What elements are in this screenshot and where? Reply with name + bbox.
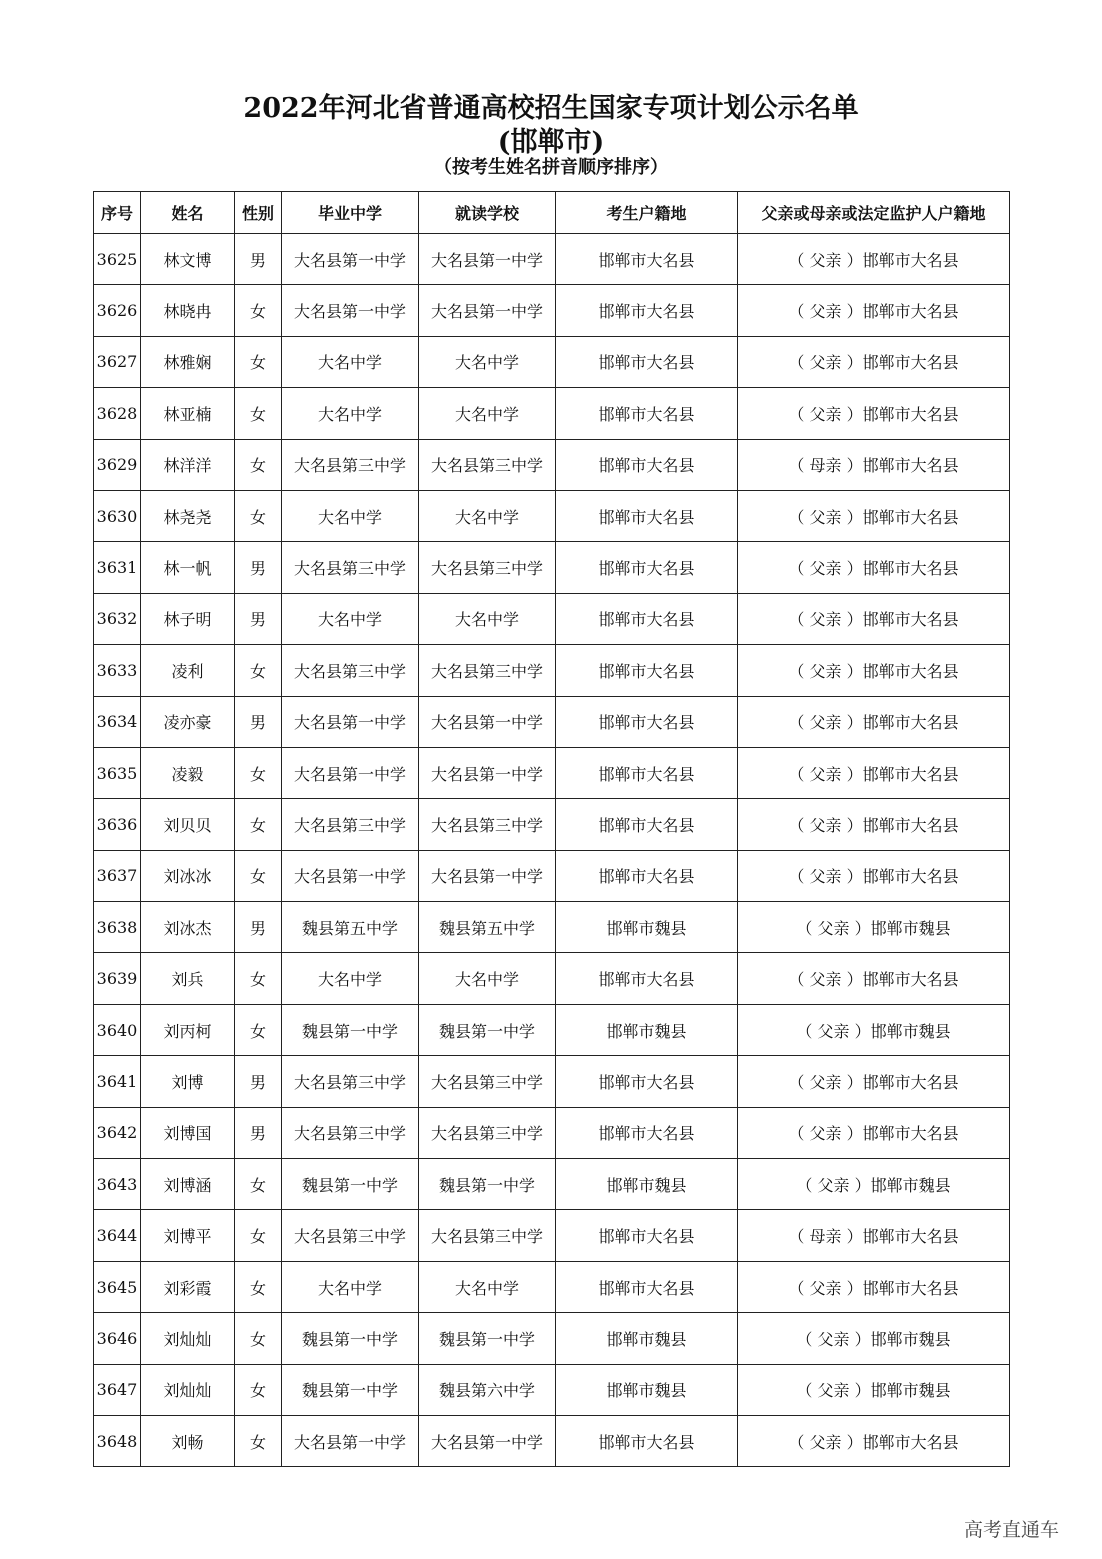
cell-current-school: 大名县第一中学 <box>419 850 556 901</box>
table-row <box>94 1313 1010 1364</box>
cell-graduated-school: 大名县第三中学 <box>282 1107 419 1158</box>
table-row <box>94 645 1010 696</box>
cell-seq: 3630 <box>94 490 141 541</box>
cell-graduated-school: 大名县第一中学 <box>282 747 419 798</box>
cell-seq: 3638 <box>94 902 141 953</box>
header-gender: 性别 <box>235 192 282 234</box>
cell-student-hukou: 邯郸市大名县 <box>556 234 738 285</box>
cell-gender: 男 <box>235 1056 282 1107</box>
table-row <box>94 902 1010 953</box>
cell-gender: 女 <box>235 645 282 696</box>
cell-current-school: 魏县第一中学 <box>419 1159 556 1210</box>
cell-guardian-hukou: （ 父亲 ）邯郸市大名县 <box>738 799 1010 850</box>
cell-current-school: 大名中学 <box>419 490 556 541</box>
cell-name: 凌亦豪 <box>141 696 235 747</box>
cell-current-school: 大名县第三中学 <box>419 799 556 850</box>
table-row <box>94 285 1010 336</box>
cell-student-hukou: 邯郸市大名县 <box>556 336 738 387</box>
table-row <box>94 799 1010 850</box>
header-graduated-school: 毕业中学 <box>282 192 419 234</box>
cell-seq: 3645 <box>94 1261 141 1312</box>
cell-graduated-school: 大名中学 <box>282 1261 419 1312</box>
cell-graduated-school: 大名县第三中学 <box>282 1056 419 1107</box>
cell-seq: 3628 <box>94 388 141 439</box>
cell-name: 刘贝贝 <box>141 799 235 850</box>
cell-current-school: 大名县第一中学 <box>419 1415 556 1466</box>
cell-seq: 3625 <box>94 234 141 285</box>
table-row <box>94 593 1010 644</box>
cell-seq: 3641 <box>94 1056 141 1107</box>
cell-student-hukou: 邯郸市大名县 <box>556 1210 738 1261</box>
cell-name: 刘博国 <box>141 1107 235 1158</box>
cell-seq: 3629 <box>94 439 141 490</box>
cell-graduated-school: 大名中学 <box>282 953 419 1004</box>
cell-student-hukou: 邯郸市大名县 <box>556 593 738 644</box>
cell-gender: 男 <box>235 1107 282 1158</box>
cell-gender: 女 <box>235 336 282 387</box>
cell-student-hukou: 邯郸市大名县 <box>556 388 738 439</box>
cell-guardian-hukou: （ 父亲 ）邯郸市大名县 <box>738 953 1010 1004</box>
cell-guardian-hukou: （ 父亲 ）邯郸市魏县 <box>738 1313 1010 1364</box>
cell-student-hukou: 邯郸市大名县 <box>556 645 738 696</box>
cell-student-hukou: 邯郸市大名县 <box>556 490 738 541</box>
cell-gender: 女 <box>235 1004 282 1055</box>
cell-guardian-hukou: （ 母亲 ）邯郸市大名县 <box>738 439 1010 490</box>
header-student-hukou: 考生户籍地 <box>556 192 738 234</box>
cell-graduated-school: 大名中学 <box>282 336 419 387</box>
cell-current-school: 大名县第一中学 <box>419 285 556 336</box>
cell-graduated-school: 魏县第一中学 <box>282 1313 419 1364</box>
cell-gender: 男 <box>235 542 282 593</box>
cell-gender: 女 <box>235 799 282 850</box>
cell-name: 刘博平 <box>141 1210 235 1261</box>
cell-current-school: 大名中学 <box>419 953 556 1004</box>
cell-guardian-hukou: （ 父亲 ）邯郸市大名县 <box>738 285 1010 336</box>
cell-gender: 男 <box>235 696 282 747</box>
cell-name: 刘博涵 <box>141 1159 235 1210</box>
cell-student-hukou: 邯郸市大名县 <box>556 953 738 1004</box>
table-row <box>94 747 1010 798</box>
cell-graduated-school: 大名县第三中学 <box>282 799 419 850</box>
cell-name: 林一帆 <box>141 542 235 593</box>
cell-graduated-school: 魏县第一中学 <box>282 1004 419 1055</box>
cell-name: 林亚楠 <box>141 388 235 439</box>
cell-guardian-hukou: （ 父亲 ）邯郸市大名县 <box>738 747 1010 798</box>
watermark: 高考直通车 <box>964 1519 1060 1541</box>
cell-graduated-school: 大名县第三中学 <box>282 439 419 490</box>
cell-name: 刘博 <box>141 1056 235 1107</box>
cell-student-hukou: 邯郸市大名县 <box>556 696 738 747</box>
roster-table <box>93 191 1010 1467</box>
cell-guardian-hukou: （ 父亲 ）邯郸市大名县 <box>738 336 1010 387</box>
table-header-row <box>94 192 1010 234</box>
cell-gender: 女 <box>235 850 282 901</box>
cell-name: 林子明 <box>141 593 235 644</box>
cell-graduated-school: 大名中学 <box>282 388 419 439</box>
cell-seq: 3635 <box>94 747 141 798</box>
cell-student-hukou: 邯郸市大名县 <box>556 285 738 336</box>
cell-gender: 女 <box>235 953 282 1004</box>
table-row <box>94 953 1010 1004</box>
cell-seq: 3646 <box>94 1313 141 1364</box>
cell-seq: 3627 <box>94 336 141 387</box>
table-row <box>94 696 1010 747</box>
header-guardian-hukou: 父亲或母亲或法定监护人户籍地 <box>738 192 1010 234</box>
cell-seq: 3626 <box>94 285 141 336</box>
cell-seq: 3632 <box>94 593 141 644</box>
cell-gender: 女 <box>235 1261 282 1312</box>
cell-student-hukou: 邯郸市大名县 <box>556 747 738 798</box>
cell-guardian-hukou: （ 父亲 ）邯郸市大名县 <box>738 490 1010 541</box>
cell-current-school: 大名县第三中学 <box>419 439 556 490</box>
cell-seq: 3631 <box>94 542 141 593</box>
cell-current-school: 大名县第三中学 <box>419 542 556 593</box>
cell-seq: 3636 <box>94 799 141 850</box>
cell-name: 刘兵 <box>141 953 235 1004</box>
cell-gender: 女 <box>235 1364 282 1415</box>
cell-graduated-school: 大名中学 <box>282 593 419 644</box>
page-title: 2022年河北省普通高校招生国家专项计划公示名单 <box>243 93 859 124</box>
cell-seq: 3643 <box>94 1159 141 1210</box>
cell-gender: 女 <box>235 490 282 541</box>
table-row <box>94 1004 1010 1055</box>
cell-name: 刘灿灿 <box>141 1364 235 1415</box>
cell-guardian-hukou: （ 父亲 ）邯郸市大名县 <box>738 388 1010 439</box>
cell-gender: 女 <box>235 1313 282 1364</box>
cell-name: 刘丙柯 <box>141 1004 235 1055</box>
cell-graduated-school: 魏县第五中学 <box>282 902 419 953</box>
cell-current-school: 大名县第三中学 <box>419 1210 556 1261</box>
cell-graduated-school: 大名县第一中学 <box>282 850 419 901</box>
cell-name: 林洋洋 <box>141 439 235 490</box>
cell-guardian-hukou: （ 母亲 ）邯郸市大名县 <box>738 1210 1010 1261</box>
cell-current-school: 魏县第一中学 <box>419 1313 556 1364</box>
cell-gender: 女 <box>235 747 282 798</box>
cell-current-school: 大名县第一中学 <box>419 747 556 798</box>
cell-student-hukou: 邯郸市大名县 <box>556 542 738 593</box>
cell-guardian-hukou: （ 父亲 ）邯郸市大名县 <box>738 1107 1010 1158</box>
cell-gender: 女 <box>235 388 282 439</box>
cell-graduated-school: 大名县第三中学 <box>282 1210 419 1261</box>
cell-guardian-hukou: （ 父亲 ）邯郸市大名县 <box>738 1415 1010 1466</box>
header-current-school: 就读学校 <box>419 192 556 234</box>
roster-body <box>94 234 1010 1467</box>
cell-current-school: 魏县第一中学 <box>419 1004 556 1055</box>
cell-seq: 3640 <box>94 1004 141 1055</box>
cell-guardian-hukou: （ 父亲 ）邯郸市大名县 <box>738 1261 1010 1312</box>
cell-gender: 女 <box>235 1415 282 1466</box>
table-row <box>94 1210 1010 1261</box>
cell-name: 凌利 <box>141 645 235 696</box>
cell-student-hukou: 邯郸市大名县 <box>556 799 738 850</box>
cell-student-hukou: 邯郸市大名县 <box>556 850 738 901</box>
cell-student-hukou: 邯郸市魏县 <box>556 1159 738 1210</box>
table-row <box>94 234 1010 285</box>
cell-current-school: 大名中学 <box>419 593 556 644</box>
city-heading: (邯郸市) <box>497 127 605 158</box>
cell-guardian-hukou: （ 父亲 ）邯郸市大名县 <box>738 850 1010 901</box>
sort-note: （按考生姓名拼音顺序排序） <box>434 157 668 178</box>
table-row <box>94 439 1010 490</box>
cell-student-hukou: 邯郸市大名县 <box>556 1261 738 1312</box>
cell-gender: 女 <box>235 1159 282 1210</box>
cell-seq: 3642 <box>94 1107 141 1158</box>
cell-guardian-hukou: （ 父亲 ）邯郸市大名县 <box>738 645 1010 696</box>
header-name: 姓名 <box>141 192 235 234</box>
cell-gender: 男 <box>235 593 282 644</box>
cell-guardian-hukou: （ 父亲 ）邯郸市魏县 <box>738 902 1010 953</box>
cell-graduated-school: 大名中学 <box>282 490 419 541</box>
cell-student-hukou: 邯郸市大名县 <box>556 1056 738 1107</box>
cell-guardian-hukou: （ 父亲 ）邯郸市大名县 <box>738 696 1010 747</box>
table-row <box>94 1364 1010 1415</box>
cell-current-school: 大名县第一中学 <box>419 234 556 285</box>
cell-seq: 3637 <box>94 850 141 901</box>
cell-guardian-hukou: （ 父亲 ）邯郸市大名县 <box>738 542 1010 593</box>
cell-name: 林雅娴 <box>141 336 235 387</box>
cell-seq: 3648 <box>94 1415 141 1466</box>
table-row <box>94 388 1010 439</box>
cell-current-school: 大名中学 <box>419 388 556 439</box>
table-row <box>94 542 1010 593</box>
cell-name: 刘冰冰 <box>141 850 235 901</box>
cell-name: 凌毅 <box>141 747 235 798</box>
cell-student-hukou: 邯郸市魏县 <box>556 1364 738 1415</box>
cell-gender: 女 <box>235 1210 282 1261</box>
cell-guardian-hukou: （ 父亲 ）邯郸市大名县 <box>738 234 1010 285</box>
cell-guardian-hukou: （ 父亲 ）邯郸市魏县 <box>738 1364 1010 1415</box>
table-row <box>94 336 1010 387</box>
cell-graduated-school: 大名县第一中学 <box>282 285 419 336</box>
table-row <box>94 1159 1010 1210</box>
cell-graduated-school: 魏县第一中学 <box>282 1364 419 1415</box>
cell-seq: 3647 <box>94 1364 141 1415</box>
cell-name: 林尧尧 <box>141 490 235 541</box>
cell-name: 林文博 <box>141 234 235 285</box>
cell-graduated-school: 大名县第三中学 <box>282 542 419 593</box>
table-row <box>94 1261 1010 1312</box>
cell-gender: 男 <box>235 234 282 285</box>
cell-student-hukou: 邯郸市大名县 <box>556 1415 738 1466</box>
cell-current-school: 大名中学 <box>419 1261 556 1312</box>
cell-guardian-hukou: （ 父亲 ）邯郸市魏县 <box>738 1159 1010 1210</box>
table-row <box>94 1107 1010 1158</box>
cell-gender: 女 <box>235 439 282 490</box>
cell-graduated-school: 大名县第三中学 <box>282 645 419 696</box>
cell-graduated-school: 大名县第一中学 <box>282 1415 419 1466</box>
table-row <box>94 490 1010 541</box>
cell-current-school: 魏县第五中学 <box>419 902 556 953</box>
cell-current-school: 大名县第一中学 <box>419 696 556 747</box>
cell-name: 刘畅 <box>141 1415 235 1466</box>
cell-gender: 女 <box>235 285 282 336</box>
cell-guardian-hukou: （ 父亲 ）邯郸市大名县 <box>738 593 1010 644</box>
cell-guardian-hukou: （ 父亲 ）邯郸市魏县 <box>738 1004 1010 1055</box>
cell-student-hukou: 邯郸市大名县 <box>556 439 738 490</box>
cell-student-hukou: 邯郸市大名县 <box>556 1107 738 1158</box>
table-row <box>94 850 1010 901</box>
cell-current-school: 大名县第三中学 <box>419 1056 556 1107</box>
table-row <box>94 1415 1010 1466</box>
cell-student-hukou: 邯郸市魏县 <box>556 902 738 953</box>
cell-name: 刘灿灿 <box>141 1313 235 1364</box>
cell-student-hukou: 邯郸市魏县 <box>556 1004 738 1055</box>
cell-name: 刘冰杰 <box>141 902 235 953</box>
cell-name: 刘彩霞 <box>141 1261 235 1312</box>
cell-seq: 3633 <box>94 645 141 696</box>
cell-guardian-hukou: （ 父亲 ）邯郸市大名县 <box>738 1056 1010 1107</box>
cell-graduated-school: 大名县第一中学 <box>282 234 419 285</box>
cell-gender: 男 <box>235 902 282 953</box>
cell-student-hukou: 邯郸市魏县 <box>556 1313 738 1364</box>
cell-current-school: 魏县第六中学 <box>419 1364 556 1415</box>
cell-seq: 3644 <box>94 1210 141 1261</box>
cell-graduated-school: 大名县第一中学 <box>282 696 419 747</box>
cell-current-school: 大名县第三中学 <box>419 1107 556 1158</box>
header-seq: 序号 <box>94 192 141 234</box>
cell-current-school: 大名中学 <box>419 336 556 387</box>
table-row <box>94 1056 1010 1107</box>
cell-seq: 3639 <box>94 953 141 1004</box>
cell-name: 林晓冉 <box>141 285 235 336</box>
cell-current-school: 大名县第三中学 <box>419 645 556 696</box>
cell-seq: 3634 <box>94 696 141 747</box>
cell-graduated-school: 魏县第一中学 <box>282 1159 419 1210</box>
